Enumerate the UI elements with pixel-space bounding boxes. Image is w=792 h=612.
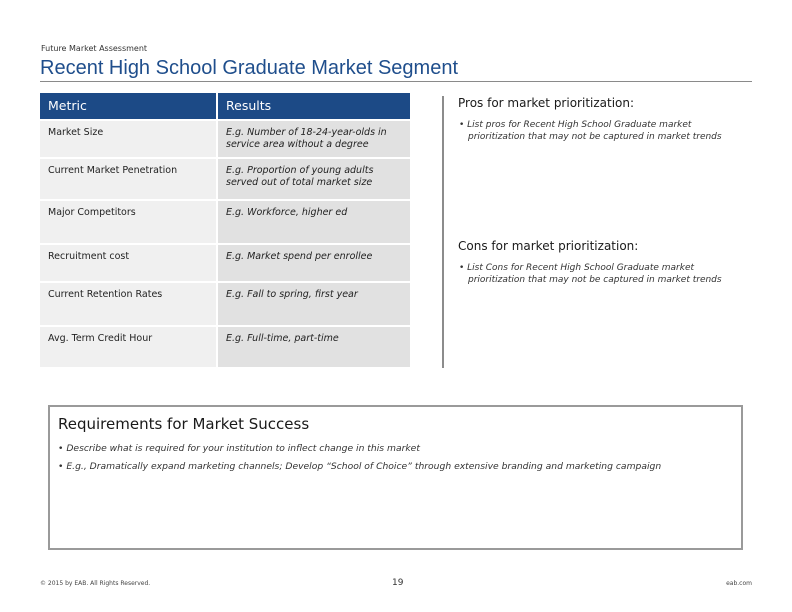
page-title: Recent High School Graduate Market Segment xyxy=(40,57,458,79)
page-number: 19 xyxy=(392,578,404,588)
table-row xyxy=(40,245,410,283)
cons-heading: Cons for market prioritization: xyxy=(458,239,639,253)
metric-cell: Avg. Term Credit Hour xyxy=(40,327,216,367)
result-cell: E.g. Market spend per enrollee xyxy=(218,245,410,281)
result-cell: E.g. Number of 18-24-year-olds in service area without a degree xyxy=(218,121,410,157)
requirements-bullet: • Describe what is required for your institution to inflect change in this market xyxy=(58,443,420,454)
cons-bullet: • List Cons for Recent High School Graduate market prioritization that may not be captured in market trends xyxy=(459,263,722,285)
requirements-title: Requirements for Market Success xyxy=(58,415,310,433)
title-divider xyxy=(40,81,752,82)
table-row xyxy=(40,201,410,245)
metric-cell: Recruitment cost xyxy=(40,245,216,281)
pros-heading: Pros for market prioritization: xyxy=(458,96,635,110)
requirements-box xyxy=(48,405,743,550)
metric-cell: Current Market Penetration xyxy=(40,159,216,199)
column-header-metric: Metric xyxy=(40,93,216,119)
footer-website: eab.com xyxy=(726,580,752,587)
footer-copyright: © 2015 by EAB. All Rights Reserved. xyxy=(40,580,151,587)
result-cell: E.g. Workforce, higher ed xyxy=(218,201,410,243)
metric-cell: Major Competitors xyxy=(40,201,216,243)
section-label: Future Market Assessment xyxy=(41,44,148,53)
metric-cell: Current Retention Rates xyxy=(40,283,216,325)
table-row xyxy=(40,327,410,369)
metrics-table xyxy=(40,93,410,369)
metric-cell: Market Size xyxy=(40,121,216,157)
table-row xyxy=(40,159,410,201)
table-row xyxy=(40,121,410,159)
table-header-row xyxy=(40,93,410,121)
vertical-divider xyxy=(442,96,444,368)
requirements-bullet: • E.g., Dramatically expand marketing channels; Develop “School of Choice” through extensive branding and marketing campaign xyxy=(58,461,662,472)
pros-bullet: • List pros for Recent High School Graduate market prioritization that may not be captured in market trends xyxy=(459,120,722,142)
table-row xyxy=(40,283,410,327)
result-cell: E.g. Proportion of young adults served out of total market size xyxy=(218,159,410,199)
column-header-results: Results xyxy=(218,93,410,119)
result-cell: E.g. Fall to spring, first year xyxy=(218,283,410,325)
result-cell: E.g. Full-time, part-time xyxy=(218,327,410,367)
